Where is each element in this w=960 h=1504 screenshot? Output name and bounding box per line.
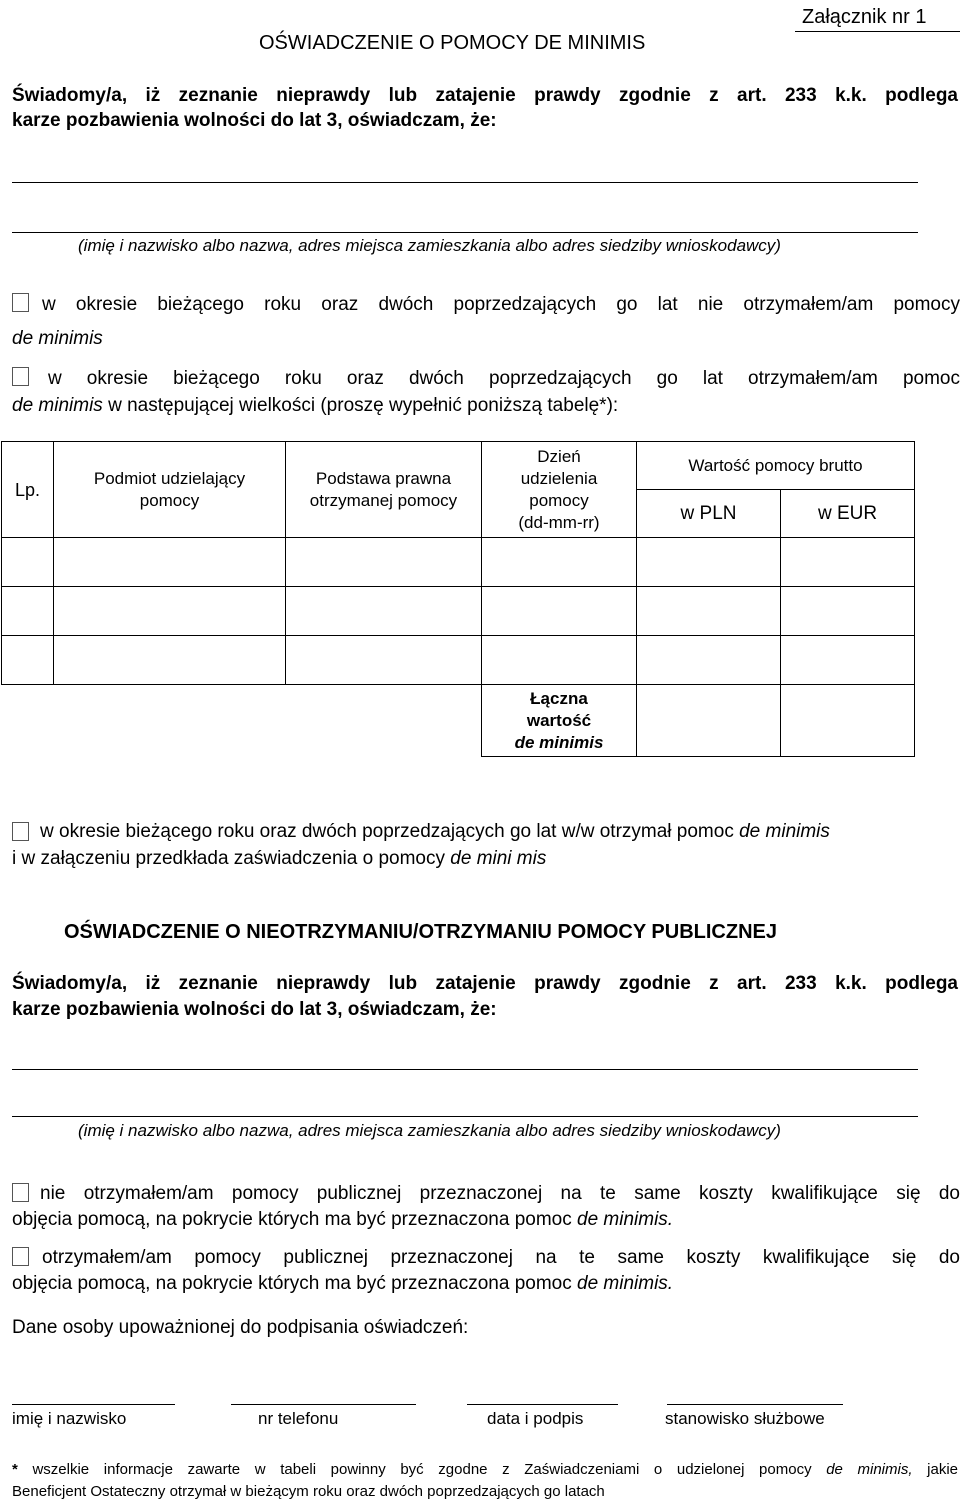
total-row	[2, 685, 915, 757]
applicant-line-1[interactable]	[12, 182, 918, 183]
table-cell[interactable]	[781, 636, 915, 685]
label-date-signature: data i podpis	[487, 1409, 584, 1428]
option3-line1-em: de minimis	[739, 821, 830, 842]
s2-option2-line2-text: objęcia pomocą, na pokrycie których ma być przeznaczona pomoc	[12, 1273, 577, 1294]
table-cell[interactable]	[286, 538, 482, 587]
table-cell[interactable]	[2, 538, 54, 587]
s2-option2-line2-em: de minimis.	[577, 1273, 674, 1294]
signature-line-phone[interactable]	[231, 1404, 416, 1405]
total-eur-cell[interactable]	[781, 685, 915, 757]
option3-line2-em: de mini mis	[450, 848, 547, 869]
table-cell[interactable]	[637, 538, 781, 587]
option3-line1	[40, 820, 830, 844]
attachment-underline	[795, 31, 960, 32]
applicant2-line-2[interactable]	[12, 1116, 918, 1117]
table-cell[interactable]	[781, 587, 915, 636]
header-date-3: pomocy	[529, 490, 589, 510]
table-cell[interactable]	[2, 587, 54, 636]
footnote-star: *	[12, 1461, 18, 1478]
signature-line-name[interactable]	[12, 1404, 175, 1405]
table-cell[interactable]	[482, 636, 637, 685]
checkbox-no-de-minimis[interactable]	[12, 293, 29, 312]
applicant2-caption: (imię i nazwisko albo nazwa, adres miejsca zamieszkania albo adres siedziby wnioskodawcy)	[78, 1121, 781, 1140]
header-eur: w EUR	[781, 490, 915, 538]
signature-line-position[interactable]	[667, 1404, 843, 1405]
table-cell[interactable]	[637, 587, 781, 636]
s2-option2-line2	[12, 1272, 673, 1296]
option2-line2-em: de minimis	[12, 395, 103, 416]
footnote-line1-text: wszelkie informacje zawarte w tabeli powinny być zgodne z Zaświadczeniami o udzielonej pomocy	[32, 1461, 827, 1478]
option1-line2: de minimis	[12, 328, 103, 349]
header-date-2: udzielenia	[520, 468, 598, 488]
header-basis-2: otrzymanej pomocy	[309, 490, 458, 510]
table-cell[interactable]	[482, 538, 637, 587]
section1-statement-line2: karze pozbawienia wolności do lat 3, oświadczam, że:	[12, 110, 497, 131]
section2-title: OŚWIADCZENIE O NIEOTRZYMANIU/OTRZYMANIU POMOCY PUBLICZNEJ	[64, 921, 777, 943]
table-cell[interactable]	[286, 587, 482, 636]
footnote-line1	[12, 1460, 958, 1480]
header-entity	[54, 442, 286, 538]
signature-line-date[interactable]	[467, 1404, 618, 1405]
section2-statement-line1: Świadomy/a, iż zeznanie nieprawdy lub zatajenie prawdy zgodnie z art. 233 k.k. podlega	[12, 973, 958, 994]
header-lp: Lp.	[2, 442, 54, 538]
s2-option1-line2-em: de minimis.	[577, 1209, 674, 1230]
header-date	[482, 442, 637, 538]
total-label-1: Łączna	[530, 688, 588, 708]
option2-line1: w okresie bieżącego roku oraz dwóch poprzedzających go lat otrzymałem/am pomoc	[48, 368, 960, 389]
footnote-line1-end: jakie	[912, 1461, 958, 1478]
label-name: imię i nazwisko	[12, 1409, 127, 1428]
option3-line2-text: i w załączeniu przedkłada zaświadczenia o pomocy	[12, 848, 451, 869]
section1-title: OŚWIADCZENIE O POMOCY DE MINIMIS	[259, 32, 646, 54]
footnote-line2: Beneficjent Ostateczny otrzymał w bieżącym roku oraz dwóch poprzedzających go latach	[12, 1483, 605, 1500]
total-label-2: wartość	[526, 710, 592, 730]
label-position: stanowisko służbowe	[665, 1409, 825, 1428]
option2-line2-rest: w następującej wielkości (proszę wypełnić poniższą tabelę*):	[102, 395, 619, 416]
header-date-1: Dzień	[537, 446, 581, 466]
checkbox-no-public-aid[interactable]	[12, 1183, 29, 1202]
applicant-line-2[interactable]	[12, 232, 918, 233]
header-basis	[286, 442, 482, 538]
footnote-line1-em: de minimis,	[826, 1461, 913, 1478]
applicant2-line-1[interactable]	[12, 1069, 918, 1070]
option2-line2	[12, 394, 618, 418]
option1-line1: w okresie bieżącego roku oraz dwóch poprzedzających go lat nie otrzymałem/am pomocy	[42, 294, 960, 315]
table-cell[interactable]	[286, 636, 482, 685]
checkbox-received-public-aid[interactable]	[12, 1247, 29, 1266]
header-entity-1: Podmiot udzielający	[93, 468, 246, 488]
aid-table	[1, 441, 915, 757]
section2-statement-line2: karze pozbawienia wolności do lat 3, oświadczam, że:	[12, 999, 497, 1020]
table-cell[interactable]	[781, 538, 915, 587]
table-row	[2, 587, 915, 636]
s2-option2-line1: otrzymałem/am pomocy publicznej przeznaczonej na te same koszty kwalifikujące się do	[42, 1247, 960, 1268]
applicant-caption: (imię i nazwisko albo nazwa, adres miejsca zamieszkania albo adres siedziby wnioskodawcy)	[78, 236, 781, 255]
attachment-label: Załącznik nr 1	[802, 6, 927, 28]
option3-line1-text: w okresie bieżącego roku oraz dwóch poprzedzających go lat w/w otrzymał pomoc	[40, 821, 740, 842]
table-cell[interactable]	[2, 636, 54, 685]
section1-statement-line1: Świadomy/a, iż zeznanie nieprawdy lub zatajenie prawdy zgodnie z art. 233 k.k. podlega	[12, 85, 958, 106]
total-label	[482, 685, 637, 757]
total-label-3: de minimis	[514, 732, 604, 752]
table-cell[interactable]	[637, 636, 781, 685]
label-phone: nr telefonu	[258, 1409, 339, 1428]
checkbox-attached-certificates[interactable]	[12, 822, 29, 841]
table-row	[2, 636, 915, 685]
s2-option1-line2	[12, 1208, 673, 1232]
signatory-heading: Dane osoby upoważnionej do podpisania oświadczeń:	[12, 1317, 469, 1338]
table-cell[interactable]	[482, 587, 637, 636]
table-cell[interactable]	[54, 587, 286, 636]
s2-option1-line2-text: objęcia pomocą, na pokrycie których ma być przeznaczona pomoc	[12, 1209, 577, 1230]
header-entity-2: pomocy	[139, 490, 200, 510]
table-cell[interactable]	[54, 636, 286, 685]
header-value: Wartość pomocy brutto	[637, 442, 915, 490]
header-date-4: (dd-mm-rr)	[518, 512, 600, 532]
s2-option1-line1: nie otrzymałem/am pomocy publicznej przeznaczonej na te same koszty kwalifikujące się do	[40, 1183, 960, 1204]
total-pln-cell[interactable]	[637, 685, 781, 757]
table-cell[interactable]	[54, 538, 286, 587]
header-basis-1: Podstawa prawna	[315, 468, 452, 488]
checkbox-received-de-minimis[interactable]	[12, 367, 29, 386]
option3-line2	[12, 847, 546, 871]
header-pln: w PLN	[637, 490, 781, 538]
table-row	[2, 538, 915, 587]
